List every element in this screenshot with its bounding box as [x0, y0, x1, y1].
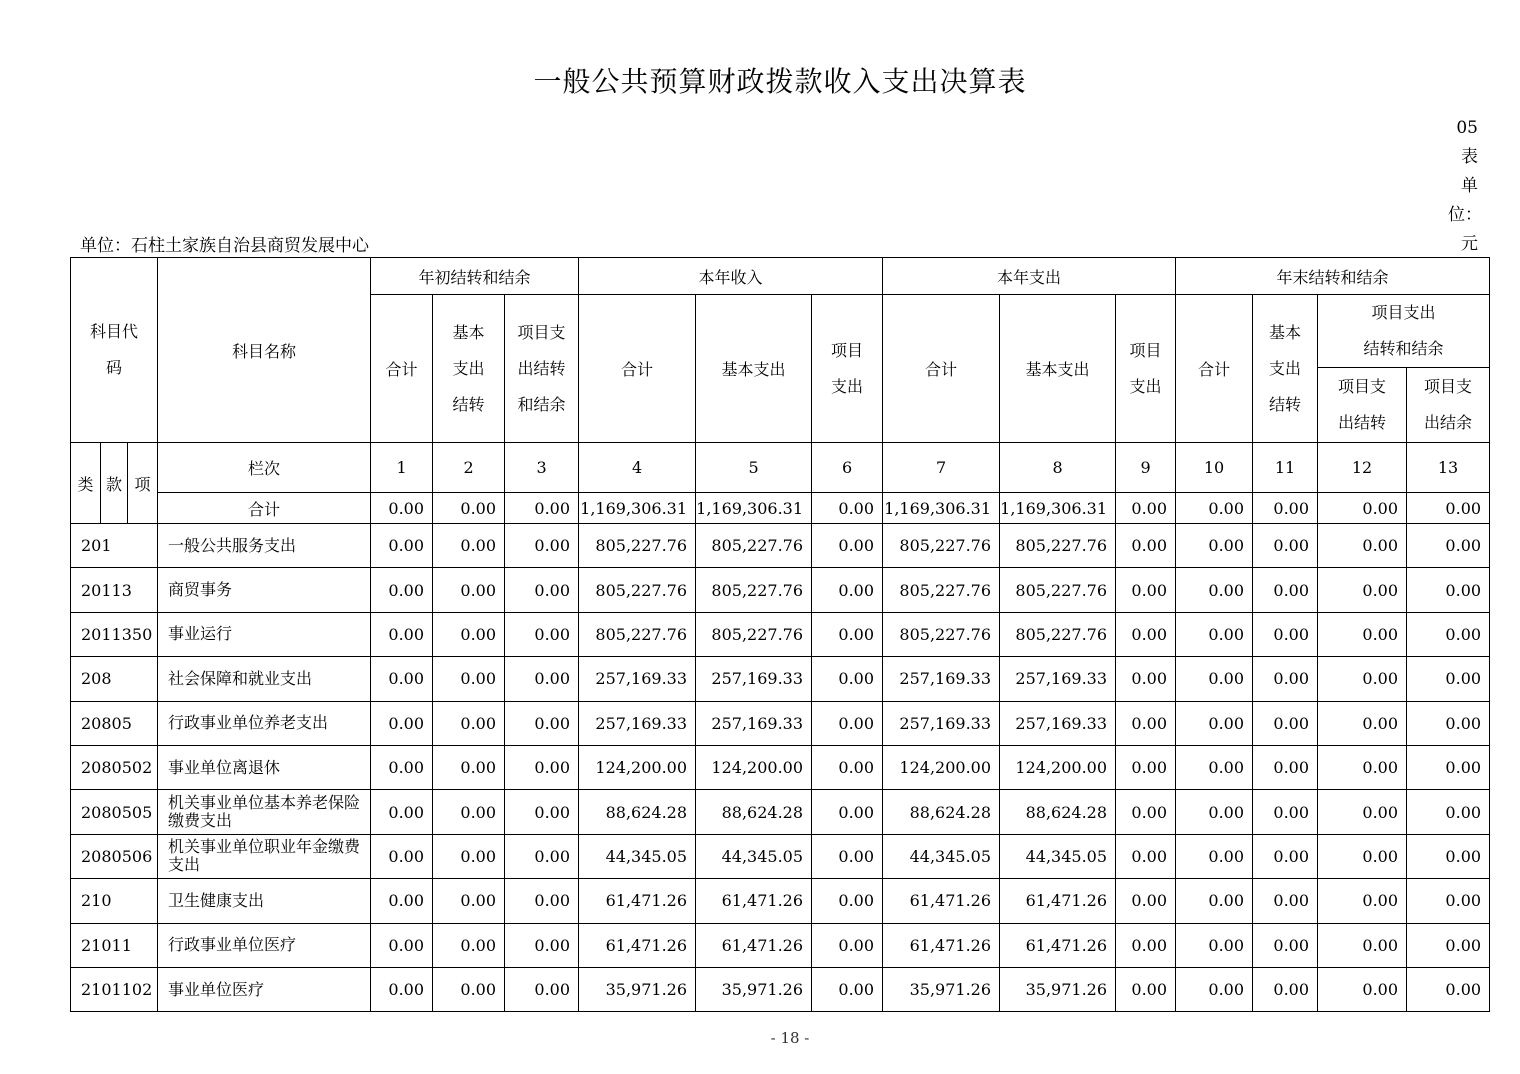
header-line: 出结转 — [1338, 413, 1387, 432]
amount-cell: 0.00 — [1116, 745, 1176, 789]
amount-cell: 88,624.28 — [696, 790, 812, 834]
total-cell: 1,169,306.31 — [1000, 493, 1116, 524]
amount-cell: 805,227.76 — [579, 612, 696, 656]
total-row — [71, 493, 1490, 524]
reporting-unit: 单位：石柱土家族自治县商贸发展中心 — [80, 236, 369, 256]
header-code-line: 科目代 — [90, 322, 139, 341]
header-basic-expense: 基本支出 — [1000, 295, 1116, 443]
amount-cell: 61,471.26 — [579, 923, 696, 967]
amount-cell: 805,227.76 — [579, 568, 696, 612]
amount-cell: 805,227.76 — [883, 524, 1000, 568]
table-row — [71, 967, 1490, 1011]
amount-cell: 257,169.33 — [883, 701, 1000, 745]
corner-line: 元 — [1461, 234, 1478, 254]
amount-cell: 0.00 — [1318, 524, 1407, 568]
column-number: 6 — [812, 443, 883, 493]
amount-cell: 0.00 — [1116, 879, 1176, 923]
amount-cell: 0.00 — [371, 657, 433, 701]
amount-cell: 0.00 — [1116, 790, 1176, 834]
amount-cell: 88,624.28 — [579, 790, 696, 834]
amount-cell: 0.00 — [371, 923, 433, 967]
amount-cell: 0.00 — [1253, 524, 1318, 568]
amount-cell: 0.00 — [1407, 612, 1490, 656]
subject-code: 208 — [71, 657, 158, 701]
amount-cell: 0.00 — [1407, 657, 1490, 701]
corner-line: 05 — [1456, 118, 1478, 138]
header-line: 和结余 — [517, 394, 566, 414]
amount-cell: 0.00 — [505, 612, 579, 656]
subject-name: 行政事业单位医疗 — [158, 923, 371, 967]
amount-cell: 0.00 — [433, 524, 505, 568]
amount-cell: 0.00 — [433, 568, 505, 612]
amount-cell: 35,971.26 — [1000, 967, 1116, 1011]
amount-cell: 0.00 — [505, 834, 579, 878]
header-total: 合计 — [883, 295, 1000, 443]
amount-cell: 0.00 — [1318, 612, 1407, 656]
amount-cell: 0.00 — [505, 879, 579, 923]
amount-cell: 0.00 — [1176, 790, 1253, 834]
amount-cell: 0.00 — [1116, 923, 1176, 967]
amount-cell: 0.00 — [1318, 568, 1407, 612]
amount-cell: 0.00 — [1253, 967, 1318, 1011]
amount-cell: 0.00 — [371, 612, 433, 656]
amount-cell: 0.00 — [1176, 879, 1253, 923]
amount-cell: 805,227.76 — [1000, 612, 1116, 656]
subject-name: 事业单位医疗 — [158, 967, 371, 1011]
amount-cell: 0.00 — [1253, 834, 1318, 878]
amount-cell: 0.00 — [812, 834, 883, 878]
page-number: - 18 - — [770, 1029, 810, 1047]
amount-cell: 0.00 — [1407, 568, 1490, 612]
amount-cell: 35,971.26 — [883, 967, 1000, 1011]
total-cell: 1,169,306.31 — [579, 493, 696, 524]
page-title: 一般公共预算财政拨款收入支出决算表 — [533, 65, 1027, 98]
amount-cell: 0.00 — [812, 568, 883, 612]
header-line: 结转 — [452, 394, 485, 414]
amount-cell: 0.00 — [371, 967, 433, 1011]
amount-cell: 257,169.33 — [1000, 701, 1116, 745]
amount-cell: 44,345.05 — [883, 834, 1000, 878]
subject-code: 20805 — [71, 701, 158, 745]
amount-cell: 0.00 — [1176, 568, 1253, 612]
header-section: 款 — [101, 443, 128, 524]
table-row — [71, 790, 1490, 834]
amount-cell: 0.00 — [1176, 701, 1253, 745]
amount-cell: 0.00 — [433, 834, 505, 878]
header-project-carry-a — [1318, 368, 1407, 443]
total-cell: 0.00 — [1176, 493, 1253, 524]
total-cell: 1,169,306.31 — [696, 493, 812, 524]
subject-code: 21011 — [71, 923, 158, 967]
subject-code: 2011350 — [71, 612, 158, 656]
subject-name: 机关事业单位基本养老保险缴费支出 — [158, 790, 371, 834]
amount-cell: 805,227.76 — [579, 524, 696, 568]
column-number: 8 — [1000, 443, 1116, 493]
amount-cell: 0.00 — [1253, 790, 1318, 834]
header-group-expense: 本年支出 — [883, 258, 1176, 295]
header-line: 结转和结余 — [1363, 339, 1444, 358]
amount-cell: 0.00 — [812, 657, 883, 701]
subject-name: 社会保障和就业支出 — [158, 657, 371, 701]
amount-cell: 0.00 — [1318, 834, 1407, 878]
amount-cell: 257,169.33 — [696, 701, 812, 745]
subject-code: 2080505 — [71, 790, 158, 834]
total-cell: 0.00 — [371, 493, 433, 524]
amount-cell: 0.00 — [371, 701, 433, 745]
amount-cell: 0.00 — [1116, 568, 1176, 612]
amount-cell: 0.00 — [505, 657, 579, 701]
amount-cell: 44,345.05 — [579, 834, 696, 878]
amount-cell: 0.00 — [371, 879, 433, 923]
subject-name: 机关事业单位职业年金缴费支出 — [158, 834, 371, 878]
amount-cell: 805,227.76 — [883, 612, 1000, 656]
amount-cell: 0.00 — [812, 701, 883, 745]
header-item: 项 — [128, 443, 158, 524]
header-line: 基本 — [1269, 322, 1302, 342]
header-project-carry — [505, 295, 579, 443]
corner-line: 单 — [1461, 176, 1478, 196]
amount-cell: 0.00 — [1116, 657, 1176, 701]
amount-cell: 61,471.26 — [579, 879, 696, 923]
amount-cell: 0.00 — [1318, 745, 1407, 789]
header-project-carry-b — [1407, 368, 1490, 443]
amount-cell: 0.00 — [433, 790, 505, 834]
amount-cell: 257,169.33 — [696, 657, 812, 701]
amount-cell: 0.00 — [1176, 657, 1253, 701]
amount-cell: 805,227.76 — [883, 568, 1000, 612]
amount-cell: 0.00 — [812, 923, 883, 967]
column-number: 11 — [1253, 443, 1318, 493]
table-row — [71, 524, 1490, 568]
header-line: 出结余 — [1424, 413, 1473, 432]
header-line: 支出 — [831, 376, 864, 396]
header-line: 项目支 — [1424, 377, 1473, 396]
column-number: 9 — [1116, 443, 1176, 493]
table-number-and-unit — [1448, 114, 1482, 259]
header-line: 基本 — [452, 322, 485, 342]
amount-cell: 0.00 — [505, 923, 579, 967]
header-line: 项目 — [1129, 340, 1162, 360]
total-cell: 0.00 — [1253, 493, 1318, 524]
amount-cell: 88,624.28 — [1000, 790, 1116, 834]
amount-cell: 805,227.76 — [696, 524, 812, 568]
amount-cell: 0.00 — [433, 967, 505, 1011]
amount-cell: 0.00 — [1407, 790, 1490, 834]
amount-cell: 0.00 — [505, 524, 579, 568]
subject-code: 2080506 — [71, 834, 158, 878]
amount-cell: 0.00 — [433, 879, 505, 923]
header-project-expense — [812, 295, 883, 443]
amount-cell: 0.00 — [1407, 745, 1490, 789]
amount-cell: 0.00 — [1253, 879, 1318, 923]
amount-cell: 0.00 — [433, 745, 505, 789]
column-number: 1 — [371, 443, 433, 493]
amount-cell: 0.00 — [1116, 701, 1176, 745]
amount-cell: 0.00 — [371, 568, 433, 612]
amount-cell: 61,471.26 — [883, 879, 1000, 923]
amount-cell: 0.00 — [1318, 923, 1407, 967]
amount-cell: 0.00 — [1407, 834, 1490, 878]
header-group-income: 本年收入 — [579, 258, 883, 295]
amount-cell: 0.00 — [1176, 745, 1253, 789]
amount-cell: 0.00 — [505, 568, 579, 612]
amount-cell: 0.00 — [812, 967, 883, 1011]
column-number: 7 — [883, 443, 1000, 493]
amount-cell: 0.00 — [1407, 524, 1490, 568]
header-line: 支出 — [1129, 376, 1162, 396]
amount-cell: 0.00 — [505, 967, 579, 1011]
amount-cell: 0.00 — [1176, 834, 1253, 878]
header-total: 合计 — [1176, 295, 1253, 443]
total-label: 合计 — [158, 493, 371, 524]
amount-cell: 0.00 — [1176, 612, 1253, 656]
amount-cell: 61,471.26 — [1000, 923, 1116, 967]
amount-cell: 61,471.26 — [696, 879, 812, 923]
header-line: 支出 — [452, 358, 485, 378]
header-line: 项目支 — [1338, 377, 1387, 396]
header-basic-carry — [433, 295, 505, 443]
amount-cell: 0.00 — [1407, 923, 1490, 967]
amount-cell: 0.00 — [1116, 612, 1176, 656]
amount-cell: 0.00 — [812, 879, 883, 923]
amount-cell: 0.00 — [1176, 923, 1253, 967]
column-number: 10 — [1176, 443, 1253, 493]
total-cell: 0.00 — [505, 493, 579, 524]
amount-cell: 257,169.33 — [1000, 657, 1116, 701]
header-total: 合计 — [579, 295, 696, 443]
amount-cell: 805,227.76 — [696, 568, 812, 612]
amount-cell: 0.00 — [433, 701, 505, 745]
header-class: 类 — [71, 443, 101, 524]
amount-cell: 61,471.26 — [883, 923, 1000, 967]
amount-cell: 88,624.28 — [883, 790, 1000, 834]
total-cell: 1,169,306.31 — [883, 493, 1000, 524]
amount-cell: 0.00 — [1318, 701, 1407, 745]
header-column-index: 栏次 — [158, 443, 371, 493]
amount-cell: 0.00 — [1253, 923, 1318, 967]
amount-cell: 805,227.76 — [1000, 524, 1116, 568]
amount-cell: 44,345.05 — [1000, 834, 1116, 878]
amount-cell: 0.00 — [1176, 524, 1253, 568]
budget-table — [70, 257, 1490, 1012]
amount-cell: 0.00 — [1253, 701, 1318, 745]
header-total: 合计 — [371, 295, 433, 443]
table-row — [71, 657, 1490, 701]
amount-cell: 257,169.33 — [883, 657, 1000, 701]
table-row — [71, 745, 1490, 789]
subject-code: 201 — [71, 524, 158, 568]
header-code-line: 码 — [106, 358, 123, 377]
header-subject-code — [71, 258, 158, 443]
amount-cell: 0.00 — [433, 612, 505, 656]
table-row — [71, 701, 1490, 745]
table-row — [71, 568, 1490, 612]
amount-cell: 805,227.76 — [696, 612, 812, 656]
subject-code: 2080502 — [71, 745, 158, 789]
amount-cell: 0.00 — [1116, 524, 1176, 568]
amount-cell: 124,200.00 — [579, 745, 696, 789]
amount-cell: 0.00 — [1253, 612, 1318, 656]
amount-cell: 124,200.00 — [696, 745, 812, 789]
amount-cell: 0.00 — [371, 790, 433, 834]
amount-cell: 0.00 — [1407, 967, 1490, 1011]
amount-cell: 0.00 — [371, 524, 433, 568]
header-subject-name: 科目名称 — [158, 258, 371, 443]
column-number: 3 — [505, 443, 579, 493]
total-cell: 0.00 — [1116, 493, 1176, 524]
amount-cell: 0.00 — [1318, 790, 1407, 834]
subject-name: 一般公共服务支出 — [158, 524, 371, 568]
header-line: 结转 — [1269, 394, 1302, 414]
header-project-carry-group — [1318, 295, 1490, 368]
total-cell: 0.00 — [1318, 493, 1407, 524]
table-row — [71, 923, 1490, 967]
amount-cell: 35,971.26 — [696, 967, 812, 1011]
column-number: 4 — [579, 443, 696, 493]
amount-cell: 124,200.00 — [883, 745, 1000, 789]
header-project-expense — [1116, 295, 1176, 443]
column-number: 12 — [1318, 443, 1407, 493]
amount-cell: 0.00 — [371, 834, 433, 878]
amount-cell: 0.00 — [1318, 657, 1407, 701]
amount-cell: 0.00 — [433, 923, 505, 967]
amount-cell: 0.00 — [371, 745, 433, 789]
amount-cell: 0.00 — [812, 612, 883, 656]
amount-cell: 0.00 — [812, 524, 883, 568]
amount-cell: 0.00 — [505, 745, 579, 789]
amount-cell: 0.00 — [1318, 879, 1407, 923]
amount-cell: 0.00 — [1253, 745, 1318, 789]
subject-name: 行政事业单位养老支出 — [158, 701, 371, 745]
amount-cell: 257,169.33 — [579, 657, 696, 701]
amount-cell: 0.00 — [1116, 967, 1176, 1011]
amount-cell: 0.00 — [812, 745, 883, 789]
amount-cell: 35,971.26 — [579, 967, 696, 1011]
header-line: 支出 — [1269, 358, 1302, 378]
subject-code: 20113 — [71, 568, 158, 612]
total-cell: 0.00 — [433, 493, 505, 524]
subject-name: 卫生健康支出 — [158, 879, 371, 923]
corner-line: 表 — [1461, 147, 1478, 167]
amount-cell: 124,200.00 — [1000, 745, 1116, 789]
amount-cell: 0.00 — [505, 790, 579, 834]
total-cell: 0.00 — [1407, 493, 1490, 524]
header-line: 出结转 — [517, 358, 566, 378]
table-row — [71, 612, 1490, 656]
amount-cell: 0.00 — [1253, 657, 1318, 701]
amount-cell: 0.00 — [433, 657, 505, 701]
amount-cell: 0.00 — [1176, 967, 1253, 1011]
subject-name: 商贸事务 — [158, 568, 371, 612]
amount-cell: 257,169.33 — [579, 701, 696, 745]
table-body — [71, 524, 1490, 1012]
amount-cell: 0.00 — [1318, 967, 1407, 1011]
header-line: 项目 — [831, 340, 864, 360]
header-group-end: 年末结转和结余 — [1176, 258, 1490, 295]
header-group-begin: 年初结转和结余 — [371, 258, 579, 295]
amount-cell: 0.00 — [1253, 568, 1318, 612]
total-cell: 0.00 — [812, 493, 883, 524]
amount-cell: 0.00 — [1116, 834, 1176, 878]
subject-code: 210 — [71, 879, 158, 923]
header-line: 项目支出 — [1371, 303, 1436, 322]
column-number: 13 — [1407, 443, 1490, 493]
amount-cell: 61,471.26 — [696, 923, 812, 967]
corner-line: 位： — [1448, 205, 1482, 225]
header-basic-carry — [1253, 295, 1318, 443]
amount-cell: 805,227.76 — [1000, 568, 1116, 612]
subject-code: 2101102 — [71, 967, 158, 1011]
column-number: 5 — [696, 443, 812, 493]
amount-cell: 61,471.26 — [1000, 879, 1116, 923]
header-basic-expense: 基本支出 — [696, 295, 812, 443]
amount-cell: 0.00 — [812, 790, 883, 834]
amount-cell: 0.00 — [505, 701, 579, 745]
table-row — [71, 879, 1490, 923]
table-row — [71, 834, 1490, 878]
subject-name: 事业运行 — [158, 612, 371, 656]
amount-cell: 0.00 — [1407, 701, 1490, 745]
header-line: 项目支 — [517, 322, 566, 342]
amount-cell: 0.00 — [1407, 879, 1490, 923]
amount-cell: 44,345.05 — [696, 834, 812, 878]
subject-name: 事业单位离退休 — [158, 745, 371, 789]
column-number: 2 — [433, 443, 505, 493]
